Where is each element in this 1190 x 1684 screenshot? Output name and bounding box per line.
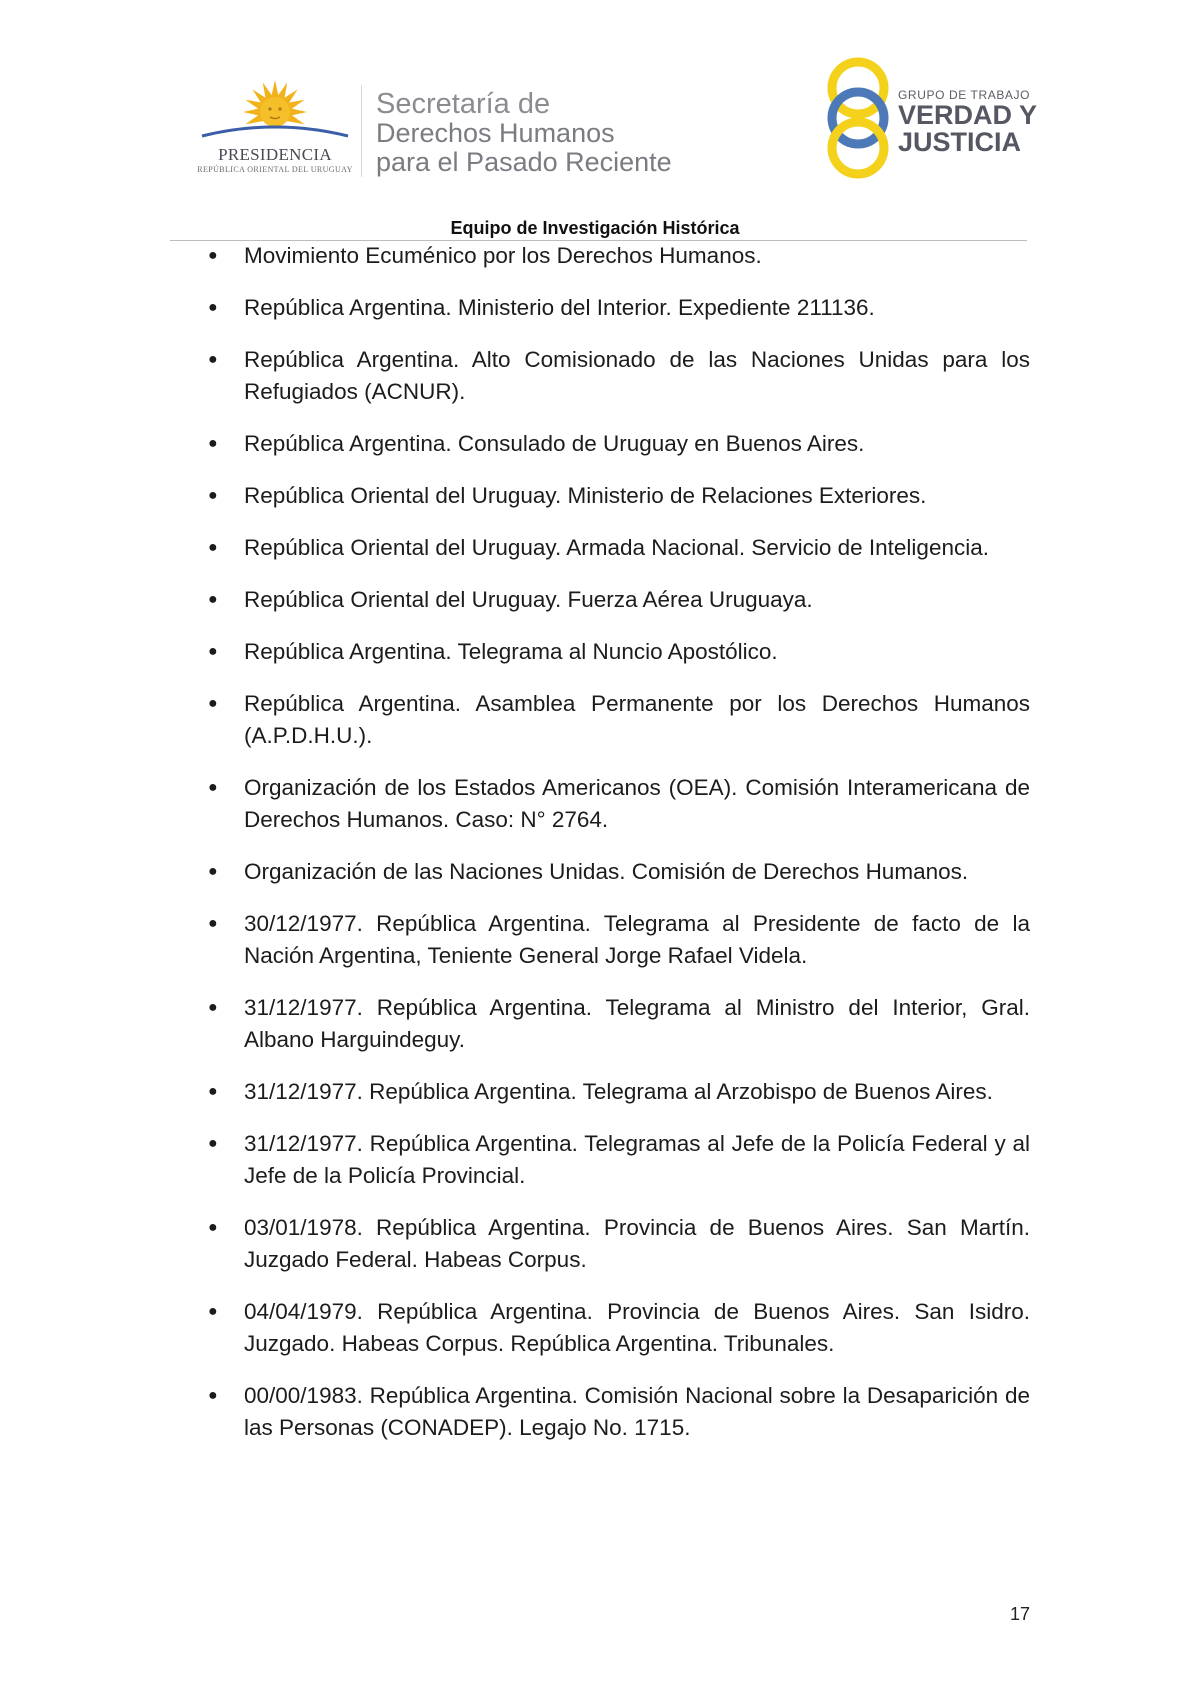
list-item bbox=[200, 240, 1030, 272]
secretaria-wordmark bbox=[376, 90, 672, 177]
vyj-line-2: VERDAD Y bbox=[898, 100, 1038, 130]
bullet-icon: ● bbox=[208, 351, 218, 368]
bullet-icon: ● bbox=[208, 863, 218, 880]
list-item bbox=[200, 856, 1030, 888]
presidencia-subtitle: REPÚBLICA ORIENTAL DEL URUGUAY bbox=[197, 165, 353, 174]
list-item-text: 04/04/1979. República Argentina. Provincia de Buenos Aires. San Isidro. Juzgado. Habeas Corpus. República Argentina. Tribunales. bbox=[244, 1299, 1030, 1356]
vyj-line-3: JUSTICIA bbox=[898, 127, 1022, 157]
bullet-icon: ● bbox=[208, 487, 218, 504]
bullet-icon: ● bbox=[208, 1387, 218, 1404]
list-item-text: República Argentina. Alto Comisionado de las Naciones Unidas para los Refugiados (ACNUR). bbox=[244, 347, 1030, 404]
list-item-text: 31/12/1977. República Argentina. Telegrama al Ministro del Interior, Gral. Albano Harguindeguy. bbox=[244, 995, 1030, 1052]
header-divider bbox=[361, 85, 362, 177]
list-item-text: Organización de las Naciones Unidas. Comisión de Derechos Humanos. bbox=[244, 859, 969, 884]
team-title: Equipo de Investigación Histórica bbox=[450, 218, 740, 238]
bullet-icon: ● bbox=[208, 1083, 218, 1100]
list-item bbox=[200, 772, 1030, 836]
list-item bbox=[200, 344, 1030, 408]
list-item bbox=[200, 584, 1030, 616]
list-item-text: República Oriental del Uruguay. Fuerza Aérea Uruguaya. bbox=[244, 587, 813, 612]
bullet-icon: ● bbox=[208, 299, 218, 316]
list-item-text: República Oriental del Uruguay. Ministerio de Relaciones Exteriores. bbox=[244, 483, 927, 508]
list-item bbox=[200, 992, 1030, 1056]
verdad-justicia-rings-logo bbox=[822, 56, 894, 180]
bullet-icon: ● bbox=[208, 695, 218, 712]
list-item bbox=[200, 1212, 1030, 1276]
page-number: 17 bbox=[1009, 1604, 1030, 1624]
bullet-icon: ● bbox=[208, 779, 218, 796]
list-item bbox=[200, 1380, 1030, 1444]
list-item-text: 00/00/1983. República Argentina. Comisión Nacional sobre la Desaparición de las Personas (CONADEP). Legajo No. 1715. bbox=[244, 1383, 1030, 1440]
list-item bbox=[200, 1076, 1030, 1108]
bullet-icon: ● bbox=[208, 247, 218, 264]
list-item-text: República Argentina. Consulado de Uruguay en Buenos Aires. bbox=[244, 431, 865, 456]
bullet-icon: ● bbox=[208, 643, 218, 660]
page-header bbox=[0, 0, 1190, 250]
list-item-text: Organización de los Estados Americanos (OEA). Comisión Interamericana de Derechos Humanos. Caso: N° 2764. bbox=[244, 775, 1030, 832]
list-item-text: 03/01/1978. República Argentina. Provincia de Buenos Aires. San Martín. Juzgado Federal. Habeas Corpus. bbox=[244, 1215, 1030, 1272]
bullet-icon: ● bbox=[208, 435, 218, 452]
presidencia-name: PRESIDENCIA bbox=[218, 145, 332, 164]
list-item bbox=[200, 428, 1030, 460]
list-item-text: República Argentina. Telegrama al Nuncio Apostólico. bbox=[244, 639, 778, 664]
list-item bbox=[200, 688, 1030, 752]
bullet-icon: ● bbox=[208, 915, 218, 932]
list-item bbox=[200, 532, 1030, 564]
list-item bbox=[200, 636, 1030, 668]
bullet-icon: ● bbox=[208, 591, 218, 608]
secretaria-line-3: para el Pasado Reciente bbox=[376, 147, 672, 177]
verdad-justicia-wordmark bbox=[898, 88, 1037, 156]
bullet-icon: ● bbox=[208, 999, 218, 1016]
list-item-text: 31/12/1977. República Argentina. Telegrama al Arzobispo de Buenos Aires. bbox=[244, 1079, 993, 1104]
list-item bbox=[200, 1128, 1030, 1192]
secretaria-line-2: Derechos Humanos bbox=[376, 118, 615, 148]
list-item-text: República Oriental del Uruguay. Armada Nacional. Servicio de Inteligencia. bbox=[244, 535, 989, 560]
list-item-text: 31/12/1977. República Argentina. Telegramas al Jefe de la Policía Federal y al Jefe de la Policía Provincial. bbox=[244, 1131, 1030, 1188]
list-item bbox=[200, 480, 1030, 512]
source-list bbox=[200, 240, 1030, 1464]
list-item bbox=[200, 292, 1030, 324]
bullet-icon: ● bbox=[208, 1303, 218, 1320]
list-item-text: República Argentina. Ministerio del Interior. Expediente 211136. bbox=[244, 295, 875, 320]
list-item-text: República Argentina. Asamblea Permanente por los Derechos Humanos (A.P.D.H.U.). bbox=[244, 691, 1030, 748]
vyj-line-1: GRUPO DE TRABAJO bbox=[898, 88, 1031, 102]
list-item-text: 30/12/1977. República Argentina. Telegrama al Presidente de facto de la Nación Argentina, Teniente General Jorge Rafael Videla. bbox=[244, 911, 1030, 968]
list-item bbox=[200, 1296, 1030, 1360]
bullet-icon: ● bbox=[208, 539, 218, 556]
list-item bbox=[200, 908, 1030, 972]
secretaria-line-1: Secretaría de bbox=[376, 88, 551, 120]
bullet-icon: ● bbox=[208, 1135, 218, 1152]
bullet-icon: ● bbox=[208, 1219, 218, 1236]
list-item-text: Movimiento Ecuménico por los Derechos Humanos. bbox=[244, 243, 762, 268]
